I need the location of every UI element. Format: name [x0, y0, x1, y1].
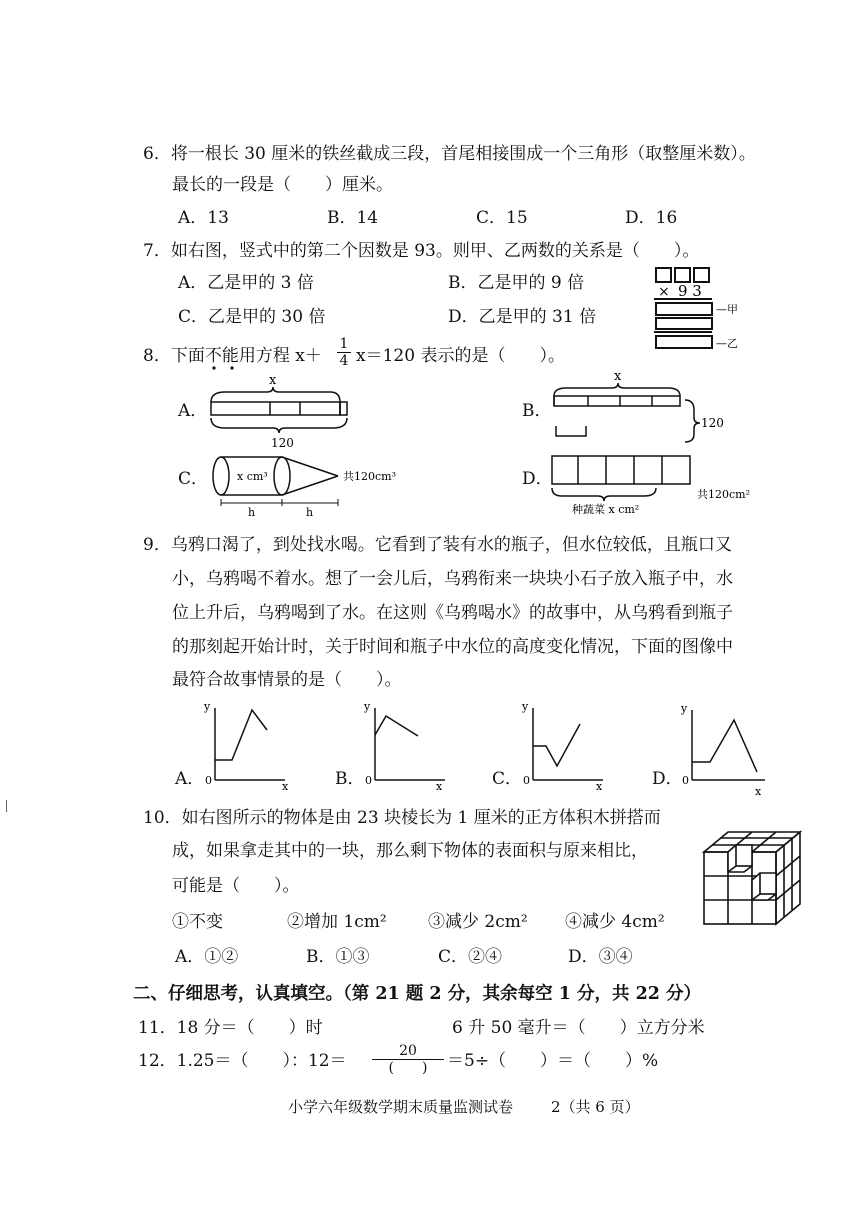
q9-graph-d: [677, 702, 777, 798]
q8-diagram-c: [205, 452, 405, 522]
q8-option-c-label: C．: [178, 469, 209, 489]
q12-fraction: [372, 1043, 444, 1076]
q8-option-a-label: A．: [178, 401, 208, 421]
q12-fraction-denominator: ( ): [372, 1059, 444, 1076]
q6-line1: 6．将一根长 30 厘米的铁丝截成三段，首尾相接围成一个三角形（取整厘米数）。: [143, 144, 756, 164]
footer-title: 小学六年级数学期末质量监测试卷: [288, 1098, 514, 1116]
q9-line-1: 9．乌鸦口渴了，到处找水喝。它看到了装有水的瓶子，但水位较低，且瓶口又: [143, 535, 732, 555]
q8-a-total: 120: [271, 436, 294, 450]
q8-diagram-a: [205, 372, 365, 452]
section2-title: 二、仔细思考，认真填空。（第 21 题 2 分，其余每空 1 分，共 22 分）: [133, 984, 702, 1004]
q10-option-c: C．②④: [438, 947, 503, 967]
q8-c-cylinder-label: x cm³: [237, 470, 268, 483]
q10-choice-1: ①不变: [172, 912, 223, 932]
q9-b-y: y: [364, 700, 371, 713]
q8-stem-post: x＝120 表示的是（ ）。: [356, 346, 565, 366]
q10-cube-stack-figure: [700, 828, 805, 933]
q12-fraction-numerator: 20: [399, 1043, 417, 1059]
q8-b-total: 120: [701, 416, 724, 430]
q8-fraction: [337, 336, 351, 369]
q9-d-x: x: [755, 785, 762, 798]
q9-c-origin: 0: [523, 774, 530, 787]
q10-option-a: A．①②: [175, 947, 239, 967]
q8-c-h1: h: [248, 506, 256, 519]
q8-option-b-label: B．: [522, 401, 552, 421]
q9-graph-b-label: B．: [335, 769, 365, 789]
q8-diagram-d: [548, 454, 768, 524]
q7-option-b: B．乙是甲的 9 倍: [448, 273, 585, 293]
q8-diagram-b: [548, 368, 738, 448]
q10-line-1: 10．如右图所示的物体是由 23 块棱长为 1 厘米的正方体积木拼搭而: [143, 808, 661, 828]
q11-left: 11．18 分＝（ ）时: [138, 1018, 323, 1038]
q6-option-c: C．15: [476, 208, 528, 228]
q9-line-3: 位上升后，乌鸦喝到了水。在这则《乌鸦喝水》的故事中，从乌鸦看到瓶子: [172, 603, 733, 623]
q7-label-yi: —乙: [716, 337, 738, 350]
q9-c-x: x: [596, 780, 603, 793]
q9-d-origin: 0: [682, 774, 689, 787]
q8-fraction-denominator: 4: [337, 352, 351, 369]
q7-stem: 7．如右图，竖式中的第二个因数是 93。则甲、乙两数的关系是（ ）。: [143, 241, 700, 261]
q9-line-5: 最符合故事情景的是（ ）。: [172, 670, 402, 690]
q8-fraction-numerator: 1: [339, 336, 349, 352]
scan-mark: [6, 800, 7, 812]
q6-option-d: D．16: [625, 208, 678, 228]
q7-multiplication-figure: [650, 266, 750, 356]
q7-option-d: D．乙是甲的 31 倍: [448, 307, 597, 327]
q10-option-d: D．③④: [568, 947, 633, 967]
q9-a-origin: 0: [205, 774, 212, 787]
q6-option-b: B．14: [327, 208, 379, 228]
q8-b-x-label: x: [614, 369, 622, 384]
q10-line-3: 可能是（ ）。: [172, 876, 300, 896]
q8-c-h2: h: [306, 506, 314, 519]
q9-c-y: y: [522, 700, 529, 713]
q9-a-y: y: [204, 700, 211, 713]
q9-b-x: x: [436, 780, 443, 793]
q9-a-x: x: [282, 780, 289, 793]
q9-line-4: 的那刻起开始计时，关于时间和瓶子中水位的高度变化情况，下面的图像中: [172, 637, 733, 657]
q8-a-x-label: x: [269, 373, 277, 388]
q10-line-2: 成，如果拿走其中的一块，那么剩下物体的表面积与原来相比，: [172, 841, 648, 861]
q7-times-sign: ×: [658, 284, 670, 300]
q8-c-total: 共120cm³: [343, 470, 396, 483]
q10-choice-4: ④减少 4cm²: [565, 912, 665, 932]
q6-option-a: A．13: [178, 208, 229, 228]
q8-d-total: 共120cm²: [697, 488, 750, 501]
q9-graph-a-label: A．: [175, 769, 205, 789]
q7-option-c: C．乙是甲的 30 倍: [178, 307, 326, 327]
q8-d-veg-label: 种蔬菜 x cm²: [572, 503, 640, 516]
q9-b-origin: 0: [365, 774, 372, 787]
q12-post: ＝5÷（ ）＝（ ）%: [447, 1051, 659, 1071]
q12-pre: 12．1.25＝（ ）：12＝: [138, 1051, 347, 1071]
q9-graph-d-label: D．: [652, 769, 683, 789]
q6-line2: 最长的一段是（ ）厘米。: [172, 175, 393, 195]
q8-stem-pre: 8．下面不能用方程 x＋: [143, 346, 322, 366]
q11-right: 6 升 50 毫升＝（ ）立方分米: [452, 1018, 705, 1038]
q9-graph-b: [360, 700, 455, 793]
q8-option-d-label: D．: [522, 469, 553, 489]
q10-choice-2: ②增加 1cm²: [287, 912, 387, 932]
q7-second-factor: 9 3: [678, 282, 702, 300]
q9-d-y: y: [681, 702, 688, 715]
q9-line-2: 小，乌鸦喝不着水。想了一会儿后，乌鸦衔来一块块小石子放入瓶子中，水: [172, 569, 733, 589]
footer-page: 2（共 6 页）: [551, 1098, 640, 1116]
q10-option-b: B．①③: [306, 947, 370, 967]
q9-graph-c-label: C．: [492, 769, 523, 789]
q7-label-jia: —甲: [716, 303, 738, 316]
q7-option-a: A．乙是甲的 3 倍: [178, 273, 314, 293]
q9-graph-c: [518, 700, 613, 793]
q10-choice-3: ③减少 2cm²: [428, 912, 528, 932]
q9-graph-a: [200, 700, 295, 793]
